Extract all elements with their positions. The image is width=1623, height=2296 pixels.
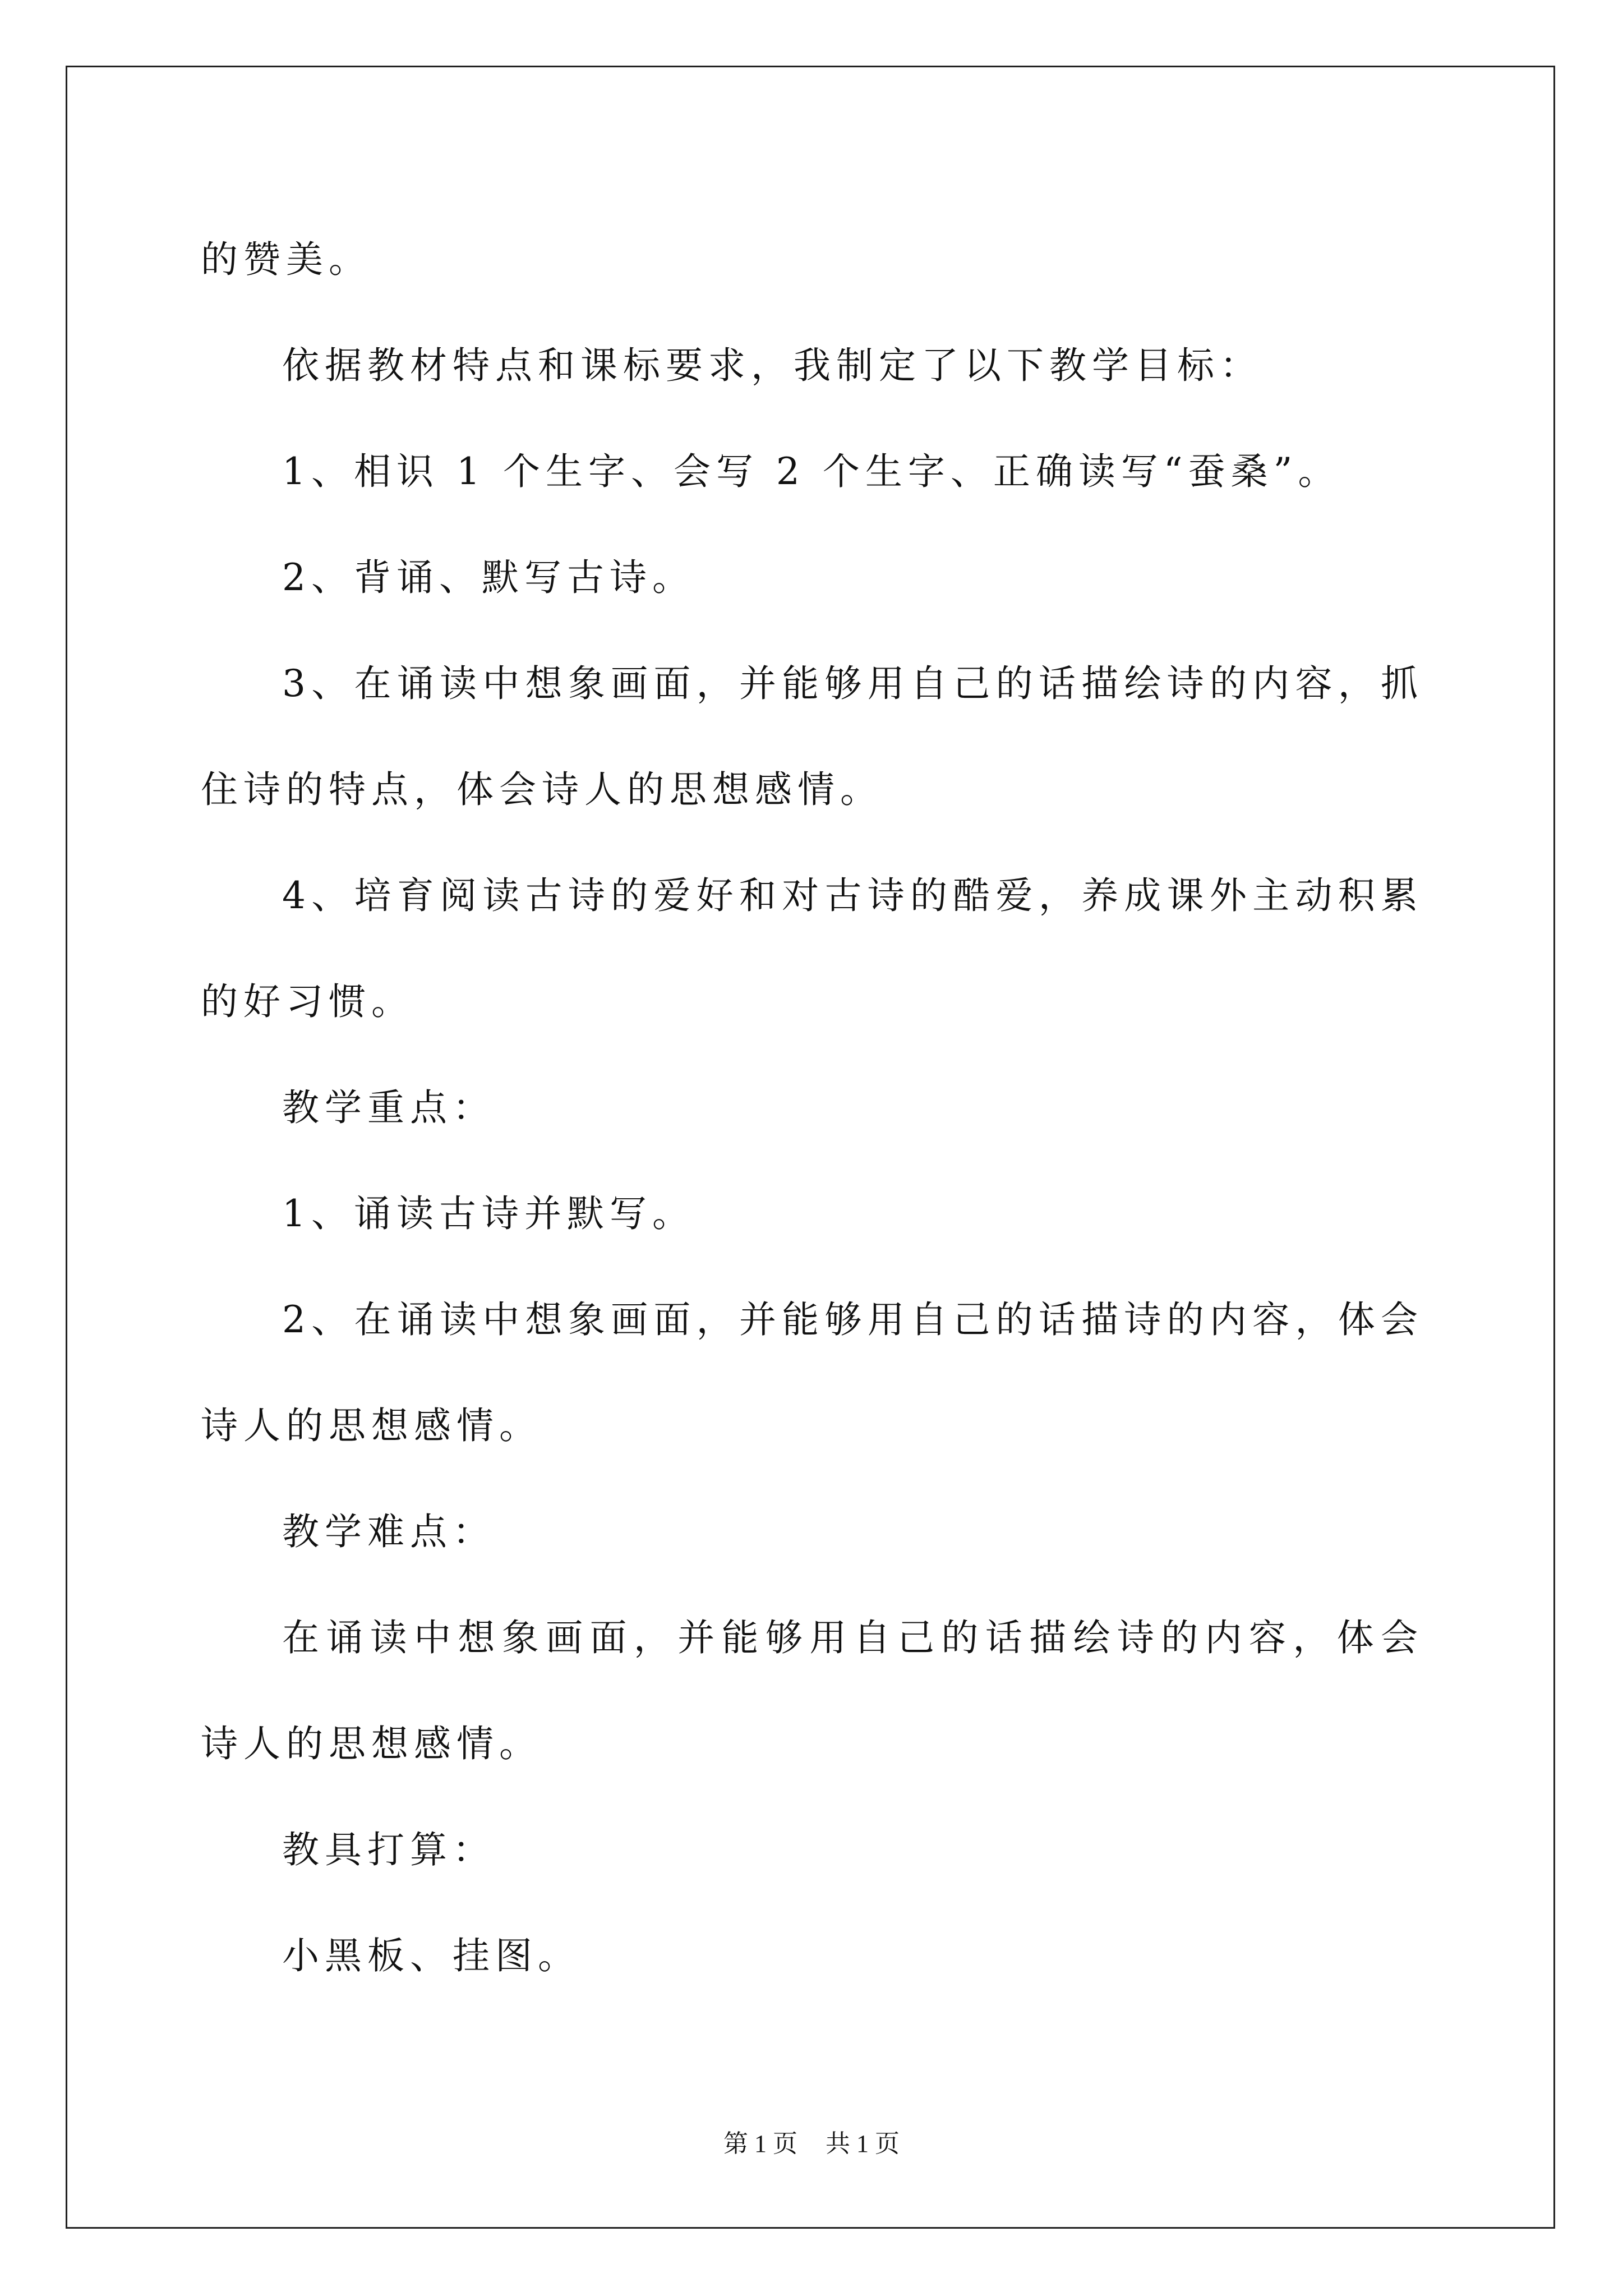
paragraph: 4、培育阅读古诗的爱好和对古诗的酷爱，养成课外主动积累的好习惯。 <box>201 874 1423 1023</box>
paragraph: 小黑板、挂图。 <box>282 1934 580 1977</box>
paragraph: 1、诵读古诗并默写。 <box>282 1192 695 1235</box>
document-body <box>201 206 1423 2009</box>
section-heading: 教具打算： <box>282 1828 495 1871</box>
section-heading: 教学重点： <box>282 1086 495 1129</box>
page-number: 第 1 页 <box>723 2130 797 2157</box>
paragraph: 依据教材特点和课标要求，我制定了以下教学目标： <box>282 344 1262 387</box>
page-footer <box>0 2123 1623 2159</box>
paragraph: 1、相识 1 个生字、会写 2 个生字、正确读写“蚕桑”。 <box>282 450 1341 493</box>
section-heading: 教学难点： <box>282 1510 495 1553</box>
paragraph: 2、在诵读中想象画面，并能够用自己的话描诗的内容，体会诗人的思想感情。 <box>201 1298 1423 1447</box>
paragraph: 在诵读中想象画面，并能够用自己的话描绘诗的内容，体会诗人的思想感情。 <box>201 1616 1423 1765</box>
paragraph: 2、背诵、默写古诗。 <box>282 556 695 599</box>
page-total: 共 1 页 <box>826 2130 900 2157</box>
paragraph: 的赞美。 <box>201 238 371 281</box>
paragraph: 3、在诵读中想象画面，并能够用自己的话描绘诗的内容，抓住诗的特点，体会诗人的思想感情。 <box>201 662 1423 811</box>
